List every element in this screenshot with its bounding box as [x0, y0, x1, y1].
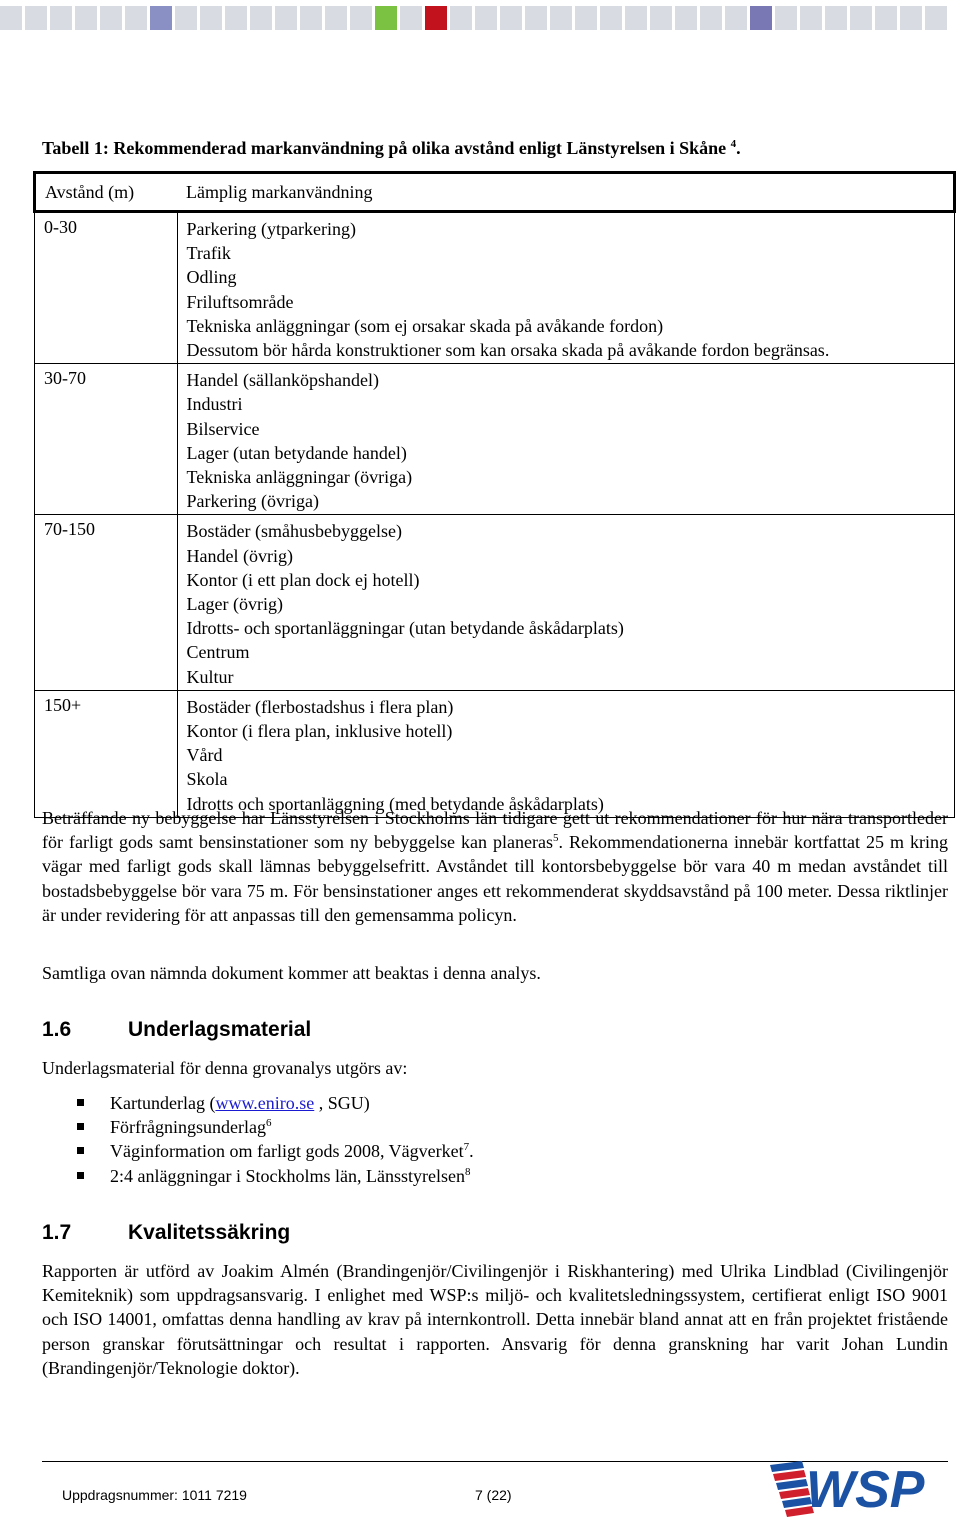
land-use-item: Lager (övrig)	[186, 594, 283, 615]
list-item	[77, 1139, 474, 1163]
header-distance: Avstånd (m)	[35, 173, 178, 212]
table-row	[35, 364, 955, 515]
color-block	[0, 6, 22, 30]
paragraph-quality-assurance: Rapporten är utförd av Joakim Almén (Brandingenjör/Civilingenjör i Riskhantering) med Ulrika Lindblad (Civilingenjör Kemiteknik) som uppdragsansvarig. I enlighet med WSP:s miljö- och kvalitetsledningssystem, certifierat enligt ISO 9001 och ISO 14001, omfattas denna handling av krav på internkontroll. Detta innebär bland annat att en från projektet fristående person granskar förutsättningar och resultat i rapporten. Ansvarig för denna granskning har varit Johan Lundin (Brandingenjör/Teknologie doktor).	[42, 1261, 948, 1378]
land-use-cell	[177, 212, 955, 364]
color-block	[625, 6, 647, 30]
color-block	[225, 6, 247, 30]
color-block	[350, 6, 372, 30]
land-use-item: Dessutom bör hårda konstruktioner som kan orsaka skada på avåkande fordon begränsas.	[186, 340, 830, 361]
logo-text: WSP	[806, 1461, 925, 1519]
list-item	[77, 1164, 474, 1188]
color-block	[550, 6, 572, 30]
eniro-link[interactable]: www.eniro.se	[215, 1093, 315, 1113]
land-use-item: Centrum	[186, 642, 250, 663]
color-block	[925, 6, 947, 30]
color-block	[725, 6, 747, 30]
color-block	[50, 6, 72, 30]
paragraph-documents: Samtliga ovan nämnda dokument kommer att beaktas i denna analys.	[42, 963, 541, 983]
color-block	[875, 6, 897, 30]
land-use-item: Bilservice	[186, 418, 260, 439]
distance-cell: 0-30	[35, 212, 178, 364]
land-use-item: Bostäder (flerbostadshus i flera plan)	[186, 696, 454, 717]
land-use-item: Idrotts- och sportanläggningar (utan betydande åskådarplats)	[186, 618, 624, 639]
paragraph-stockholm-recommendations: Beträffande ny bebyggelse har Länsstyrelsen i Stockholms län tidigare gett ut rekommendationer för hur nära transportleder för farligt gods samt bensinstationer som ny bebyggelse kan planeras$^5$. Rekommendationerna innebär kortfattat 25 m kring vägar med farligt gods skall lämnas bebyggelsefritt. Avståndet till kontorsbebyggelse bör vara 40 m medan avståndet till bostadsbebyggelse bör vara 75 m. För bensinstationer anges ett rekommenderat skyddsavstånd på 100 meter. Dessa riktlinjer är under revidering för att anpassas till den gemensamma policyn.	[42, 808, 948, 925]
section-heading-underlagsmaterial: 1.6 Underlagsmaterial	[42, 1018, 312, 1041]
header-land-use: Lämplig markanvändning	[177, 173, 955, 212]
list-item-text: Väginformation om farligt gods 2008, Vägverket	[110, 1141, 464, 1162]
distance-cell: 70-150	[35, 515, 178, 690]
list-item-text: Förfrågningsunderlag	[110, 1117, 266, 1138]
land-use-item: Trafik	[186, 243, 231, 264]
color-block	[375, 6, 397, 30]
color-block	[675, 6, 697, 30]
table-header-row	[35, 173, 955, 212]
color-block	[650, 6, 672, 30]
land-use-table	[33, 171, 956, 818]
color-block	[250, 6, 272, 30]
color-block	[200, 6, 222, 30]
table-row	[35, 212, 955, 364]
land-use-item: Handel (sällanköpshandel)	[186, 370, 379, 391]
color-block	[325, 6, 347, 30]
land-use-item: Skola	[186, 769, 228, 790]
list-item-suffix: .	[469, 1141, 474, 1162]
color-block	[300, 6, 322, 30]
bullet-icon	[77, 1147, 84, 1154]
land-use-item: Vård	[186, 745, 223, 766]
land-use-item: Industri	[186, 394, 243, 415]
land-use-cell	[177, 690, 955, 817]
footnote-ref: 7	[463, 1141, 470, 1154]
section-heading-kvalitetssakring: 1.7 Kvalitetssäkring	[42, 1221, 291, 1244]
land-use-item: Kontor (i ett plan dock ej hotell)	[186, 569, 420, 590]
land-use-item: Parkering (ytparkering)	[186, 219, 356, 239]
color-block	[100, 6, 122, 30]
table-row	[35, 515, 955, 690]
bullet-icon	[77, 1172, 84, 1179]
land-use-item: Parkering (övriga)	[186, 491, 319, 512]
color-block	[800, 6, 822, 30]
land-use-item: Bostäder (småhusbebyggelse)	[186, 521, 402, 542]
land-use-cell	[177, 364, 955, 515]
footer-page-number: 7 (22)	[475, 1487, 512, 1503]
land-use-cell	[177, 515, 955, 690]
list-item-suffix: , SGU)	[314, 1093, 370, 1113]
color-block	[750, 6, 772, 30]
land-use-item: Kontor (i flera plan, inklusive hotell)	[186, 721, 453, 742]
source-material-list	[77, 1091, 474, 1188]
list-item	[77, 1091, 474, 1115]
color-block	[175, 6, 197, 30]
logo-stripe	[770, 1461, 804, 1472]
color-block	[600, 6, 622, 30]
land-use-item: Odling	[186, 267, 237, 288]
land-use-item: Lager (utan betydande handel)	[186, 442, 407, 463]
color-block	[25, 6, 47, 30]
color-block	[900, 6, 922, 30]
color-block	[475, 6, 497, 30]
bullet-icon	[77, 1099, 84, 1106]
top-color-strip	[0, 6, 960, 30]
list-item-text: 2:4 anläggningar i Stockholms län, Länsstyrelsen	[110, 1165, 465, 1186]
list-item	[77, 1115, 474, 1139]
land-use-item: Handel (övrig)	[186, 545, 293, 566]
color-block	[150, 6, 172, 30]
land-use-item: Idrotts och sportanläggning (med betydande åskådarplats)	[186, 793, 604, 814]
logo-stripe	[773, 1470, 806, 1481]
color-block	[775, 6, 797, 30]
footnote-ref: 6	[265, 1117, 272, 1130]
color-block	[450, 6, 472, 30]
color-block	[75, 6, 97, 30]
distance-cell: 150+	[35, 690, 178, 817]
table-row	[35, 690, 955, 817]
color-block	[125, 6, 147, 30]
color-block	[700, 6, 722, 30]
land-use-item: Tekniska anläggningar (övriga)	[186, 467, 413, 488]
color-block	[400, 6, 422, 30]
table-caption: Tabell 1: Rekommenderad markanvändning på olika avstånd enligt Länstyrelsen i Skåne $^4$.	[42, 138, 741, 158]
color-block	[850, 6, 872, 30]
color-block	[275, 6, 297, 30]
land-use-item: Friluftsområde	[186, 291, 294, 312]
footnote-ref: 5	[553, 832, 559, 845]
logo-stripe	[776, 1479, 808, 1490]
bullet-icon	[77, 1123, 84, 1130]
footer-assignment-number: Uppdragsnummer: 1011 7219	[62, 1487, 247, 1503]
footnote-ref: 4	[730, 138, 737, 150]
color-block	[575, 6, 597, 30]
wsp-logo	[760, 1457, 952, 1521]
footnote-ref: 8	[464, 1165, 471, 1178]
color-block	[500, 6, 522, 30]
land-use-item: Tekniska anläggningar (som ej orsakar skada på avåkande fordon)	[186, 315, 664, 336]
section-intro: Underlagsmaterial för denna grovanalys utgörs av:	[42, 1058, 408, 1078]
color-block	[825, 6, 847, 30]
color-block	[525, 6, 547, 30]
land-use-item: Kultur	[186, 666, 234, 687]
list-item-text: Kartunderlag (	[110, 1093, 216, 1113]
distance-cell: 30-70	[35, 364, 178, 515]
color-block	[425, 6, 447, 30]
